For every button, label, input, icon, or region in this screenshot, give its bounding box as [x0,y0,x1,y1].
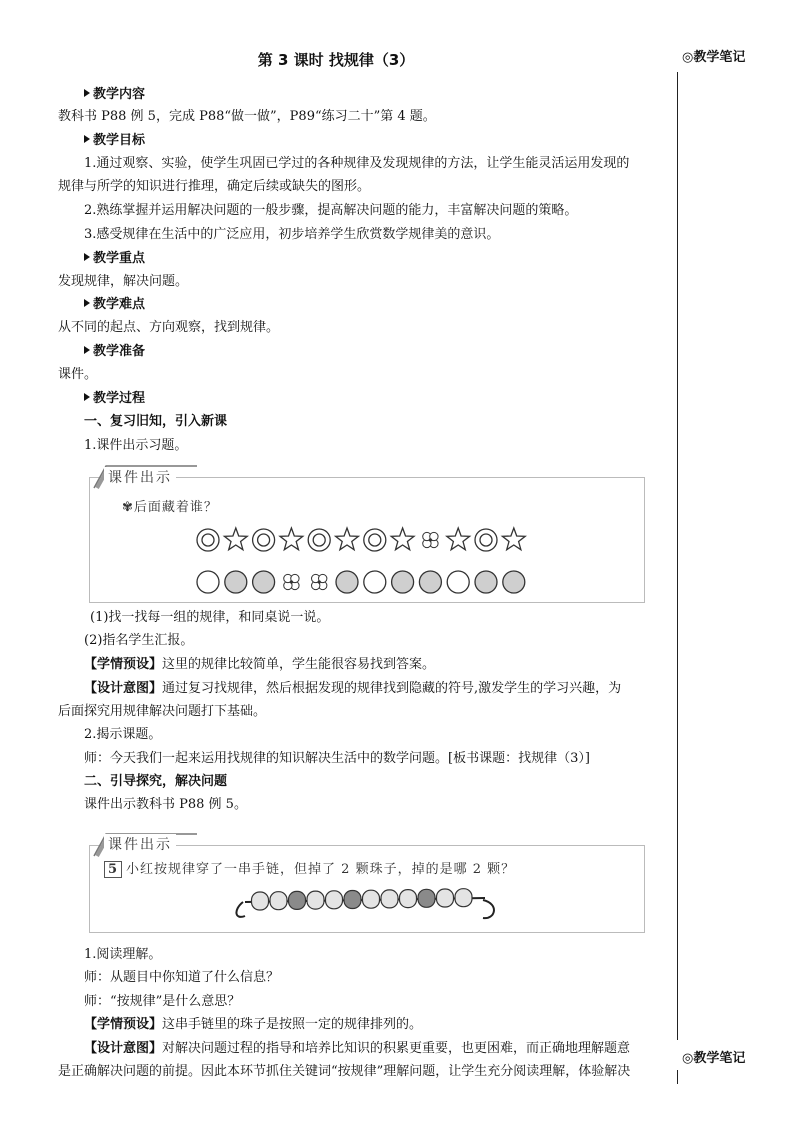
goal-3: 3.感受规律在生活中的广泛应用，初步培养学生欣赏数学规律美的意识。 [84,227,500,242]
teacher-line-1: 师：今天我们一起来运用找规律的知识解决生活中的数学问题。[板书课题：找规律（3）] [84,751,590,766]
heading-key: 教学重点 [84,250,145,268]
lesson-title: 第 3 课时 找规律（3） [257,51,415,69]
step-1-2: 2.揭示课题。 [84,727,162,742]
star-icon [280,528,303,550]
heading-prep: 教学准备 [84,343,145,361]
section-1-heading: 一、复习旧知，引入新课 [84,414,228,429]
section-2-heading: 二、引导探究，解决问题 [84,774,228,789]
teacher-line-2: 师：从题目中你知道了什么信息？ [84,970,280,985]
goal-1b: 规律与所学的知识进行推理，确定后续或缺失的图形。 [58,179,371,194]
goal-2: 2.熟练掌握并运用解决问题的一般步骤，提高解决问题的能力，丰富解决问题的策略。 [84,203,578,218]
white-circle [364,571,386,593]
margin-divider-bottom [677,1070,678,1084]
double-circle-icon [364,529,386,551]
dark-bead [344,891,361,909]
double-circle-icon [308,529,330,551]
panel-1-question: ✾后面藏着谁？ [122,500,218,515]
xueqing-1: 【学情预设】这里的规律比较简单，学生能很容易找到答案。 [84,657,436,672]
dark-bead [289,891,306,909]
side-note-top: ◎教学笔记 [682,50,746,65]
flower-icon: ✾ [122,500,134,515]
heading-content: 教学内容 [84,86,145,104]
step-1-1: 1.课件出示习题。 [84,438,188,453]
gray-circle [503,571,525,593]
double-circle-icon [475,529,497,551]
symbol-row-1 [195,526,535,554]
step-2-0: 课件出示教科书 P88 例 5。 [84,797,247,812]
star-icon [447,528,470,550]
flower-icon [284,574,299,589]
dark-bead [418,889,435,907]
double-circle-icon [197,529,219,551]
goal-1a: 1.通过观察、实验，使学生巩固已学过的各种规律及发现规律的方法，让学生能灵活运用发现的 [84,156,630,171]
teacher-line-3: 师：“按规律”是什么意思？ [84,994,241,1009]
gray-circle [419,571,441,593]
light-bead [455,889,472,907]
question-1: (1)找一找每一组的规律，和同桌说一说。 [90,610,330,625]
star-icon [224,528,247,550]
text-content: 教科书 P88 例 5，完成 P88“做一做”，P89“练习二十”第 4 题。 [58,109,436,124]
white-circle [447,571,469,593]
sheji-1a: 【设计意图】通过复习找规律，然后根据发现的规律找到隐藏的符号,激发学生的学习兴趣，为 [84,681,622,696]
question-2: (2)指名学生汇报。 [84,633,194,648]
star-icon [336,528,359,550]
panel-2-question: 5 小红按规律穿了一串手链，但掉了 2 颗珠子，掉的是哪 2 颗？ [104,858,515,878]
star-icon [502,528,525,550]
light-bead [326,891,343,909]
bracelet-illustration [225,880,505,924]
text-key: 发现规律，解决问题。 [58,274,189,289]
read-step: 1.阅读理解。 [84,947,162,962]
heading-difficulty: 教学难点 [84,296,145,314]
flower-icon [423,532,438,547]
gray-circle [392,571,414,593]
heading-goals: 教学目标 [84,132,145,150]
star-icon [391,528,414,550]
light-bead [363,890,380,908]
symbol-row-2 [195,568,535,596]
text-difficulty: 从不同的起点、方向观察，找到规律。 [58,320,280,335]
sheji-2a: 【设计意图】对解决问题过程的指导和培养比知识的积累更重要，也更困难，而正确地理解题意 [84,1041,631,1056]
side-note-bottom: ◎教学笔记 [682,1051,746,1066]
heading-process: 教学过程 [84,390,145,408]
gray-circle [253,571,275,593]
panel-2-title: 课件出示 [104,834,176,854]
sheji-2b: 是正确解决问题的前提。因此本环节抓住关键词“按规律”理解问题，让学生充分阅读理解，体验解决 [58,1064,631,1079]
text-prep: 课件。 [58,367,98,382]
gray-circle [475,571,497,593]
light-bead [270,892,287,910]
double-circle-icon [253,529,275,551]
light-bead [252,892,269,910]
light-bead [381,890,398,908]
white-circle [197,571,219,593]
gray-circle [225,571,247,593]
sheji-1b: 后面探究用规律解决问题打下基础。 [58,704,267,719]
margin-divider [677,72,678,1040]
light-bead [400,890,417,908]
light-bead [307,891,324,909]
panel-1-title: 课件出示 [104,467,176,487]
flower-icon [312,574,327,589]
gray-circle [336,571,358,593]
light-bead [437,889,454,907]
example-number: 5 [104,861,122,878]
xueqing-2: 【学情预设】这串手链里的珠子是按照一定的规律排列的。 [84,1017,423,1032]
